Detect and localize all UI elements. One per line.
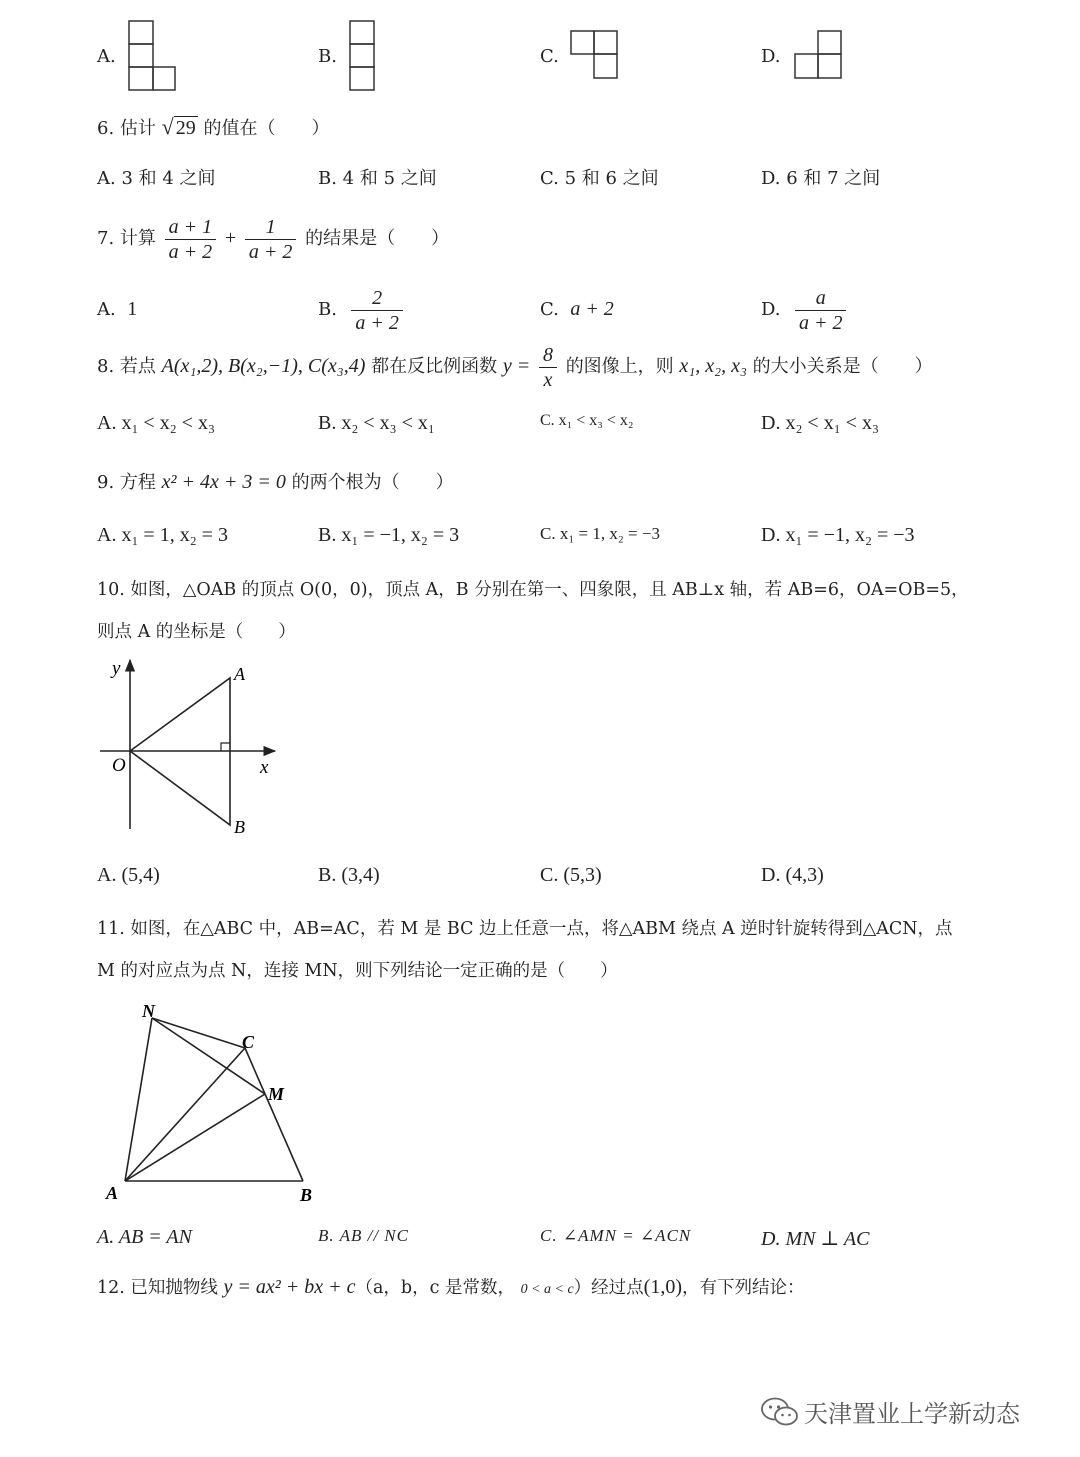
- q7-b-den: a + 2: [355, 311, 399, 334]
- q7-option-b-fraction: [351, 286, 403, 335]
- q11-line-1: 11. 如图，在△ABC 中，AB=AC，若 M 是 BC 边上任意一点，将△ABM 绕点 A 逆时针旋转得到△ACN，点: [97, 919, 953, 939]
- q5-option-b-label: B.: [318, 46, 337, 67]
- q6-option-d: D. 6 和 7 之间: [761, 168, 881, 189]
- q6-sqrt: √ 29: [161, 114, 196, 139]
- q7-f2-den: a + 2: [248, 240, 293, 263]
- q5-option-b-figure: [349, 20, 377, 92]
- q11-option-b: B. AB // NC: [318, 1226, 409, 1245]
- wechat-icon: [760, 1396, 800, 1428]
- q6-option-b: B. 4 和 5 之间: [318, 168, 437, 189]
- q10-line-1: 10. 如图，△OAB 的顶点 O(0，0)，顶点 A，B 分别在第一、四象限，且 AB⊥x 轴，若 AB=6，OA=OB=5，: [97, 580, 969, 600]
- q10-option-c: C. (5,3): [540, 864, 602, 886]
- question-9-stem: [97, 468, 454, 494]
- q6-radicand: 29: [175, 117, 196, 139]
- q8-fraction: [539, 343, 557, 392]
- q7-f2-num: 1: [245, 215, 297, 240]
- q5-option-d-figure: [794, 30, 844, 82]
- q9-equation: x² + 4x + 3 = 0: [161, 471, 286, 493]
- question-7-stem: [97, 212, 449, 265]
- q12-prefix: 12. 已知抛物线: [97, 1278, 218, 1298]
- q10-label-a: A: [234, 664, 245, 684]
- q12-equation: y = ax² + bx + c: [223, 1276, 356, 1298]
- q5-option-c-figure: [570, 30, 620, 82]
- q11-label-n: N: [142, 1001, 155, 1021]
- question-12-stem: [97, 1274, 805, 1299]
- q12-mid2: ）经过点: [573, 1278, 644, 1298]
- q7-option-d: [761, 284, 849, 336]
- q12-mid: （a，b，c 是常数，: [355, 1278, 515, 1298]
- q7-prefix: 7. 计算: [97, 228, 156, 249]
- q11-line-2: M 的对应点为点 N，连接 MN，则下列结论一定正确的是（ ）: [97, 961, 618, 981]
- q11-seg-bm: [265, 1094, 303, 1181]
- q5-option-a-label: A.: [97, 46, 116, 67]
- q11-option-a: A. AB = AN: [97, 1226, 192, 1248]
- q7-f1-den: a + 2: [168, 240, 213, 263]
- q7-fraction-1: [165, 215, 217, 264]
- q5-option-c-label: C.: [540, 46, 559, 67]
- q8-num: 8: [539, 343, 557, 368]
- q7-option-a-label: A.: [97, 299, 116, 320]
- q7-option-a-value: 1: [127, 298, 138, 320]
- question-8-stem: [97, 340, 933, 393]
- q7-f1-num: a + 1: [165, 215, 217, 240]
- q8-den: x: [543, 368, 553, 391]
- q7-suffix: 的结果是（ ）: [305, 228, 450, 249]
- q8-points: A(x₁,2), B(x₂,−1), C(x₃,4): [161, 355, 366, 377]
- q10-option-a: A. (5,4): [97, 864, 160, 886]
- q11-seg-nc: [152, 1018, 245, 1048]
- q9-suffix: 的两个根为（ ）: [291, 472, 454, 493]
- q8-mid: 都在反比例函数: [371, 356, 498, 377]
- q7-option-d-fraction: [795, 286, 847, 335]
- q10-option-d: D. (4,3): [761, 864, 824, 886]
- q8-option-b: B. x₂ < x₃ < x₁: [318, 412, 435, 434]
- q10-line-2: 则点 A 的坐标是（ ）: [97, 622, 296, 642]
- q9-option-b: B. x₁ = −1, x₂ = 3: [318, 524, 460, 546]
- q7-d-den: a + 2: [798, 311, 843, 334]
- q5-option-d-label: D.: [761, 46, 781, 67]
- q10-label-y: y: [112, 658, 121, 679]
- q8-end: 的大小关系是（ ）: [752, 356, 933, 377]
- q10-label-b: B: [234, 817, 245, 837]
- q7-option-a: [97, 298, 137, 321]
- q9-option-c: C. x₁ = 1, x₂ = −3: [540, 524, 660, 543]
- q6-option-a: A. 3 和 4 之间: [97, 168, 216, 189]
- q7-d-num: a: [795, 286, 847, 311]
- question-6-stem: [97, 114, 329, 140]
- q10-option-b: B. (3,4): [318, 864, 380, 886]
- q8-option-c: C. x₁ < x₃ < x₂: [540, 412, 634, 429]
- q6-suffix: 的值在（ ）: [203, 118, 330, 139]
- q11-label-a: A: [106, 1183, 119, 1203]
- q7-b-num: 2: [351, 286, 403, 311]
- q7-option-c: [540, 298, 614, 321]
- q11-figure: [100, 998, 325, 1208]
- q7-option-b: [318, 284, 406, 336]
- q6-option-c: C. 5 和 6 之间: [540, 168, 659, 189]
- q11-option-d: D. MN ⊥ AC: [761, 1228, 870, 1250]
- q12-point: (1,0): [643, 1276, 682, 1298]
- q9-option-a: A. x₁ = 1, x₂ = 3: [97, 524, 228, 546]
- q8-vars: x₁, x₂, x₃: [679, 355, 747, 377]
- watermark: [760, 1394, 1020, 1429]
- q8-option-d: D. x₂ < x₁ < x₃: [761, 412, 879, 434]
- q11-label-b: B: [300, 1185, 313, 1205]
- q7-plus: +: [224, 227, 237, 249]
- q12-suffix: ，有下列结论：: [682, 1278, 805, 1298]
- q8-option-a: A. x₁ < x₂ < x₃: [97, 412, 215, 434]
- q10-label-x: x: [260, 757, 269, 778]
- q7-fraction-2: [245, 215, 297, 264]
- q11-seg-am: [125, 1094, 265, 1181]
- q8-suffix: 的图像上，则: [565, 356, 674, 377]
- q7-option-d-label: D.: [761, 299, 781, 320]
- q8-y-eq: y =: [502, 355, 531, 377]
- q7-option-b-label: B.: [318, 299, 337, 320]
- q5-option-a-figure: [128, 20, 178, 92]
- q10-right-angle-mark: [221, 743, 230, 751]
- q9-prefix: 9. 方程: [97, 472, 156, 493]
- watermark-text: 天津置业上学新动态: [804, 1400, 1020, 1428]
- q11-label-m: M: [268, 1084, 285, 1104]
- q10-label-o: O: [112, 755, 126, 776]
- q12-condition: 0 < a < c: [520, 1282, 574, 1297]
- q6-prefix: 6. 估计: [97, 118, 156, 139]
- q8-prefix: 8. 若点: [97, 356, 156, 377]
- q11-label-c: C: [242, 1032, 255, 1052]
- q7-option-c-value: a + 2: [570, 298, 614, 320]
- q11-option-c: C. ∠AMN = ∠ACN: [540, 1226, 692, 1245]
- q7-option-c-label: C.: [540, 299, 559, 320]
- q9-option-d: D. x₁ = −1, x₂ = −3: [761, 524, 915, 546]
- q10-figure: [95, 655, 295, 840]
